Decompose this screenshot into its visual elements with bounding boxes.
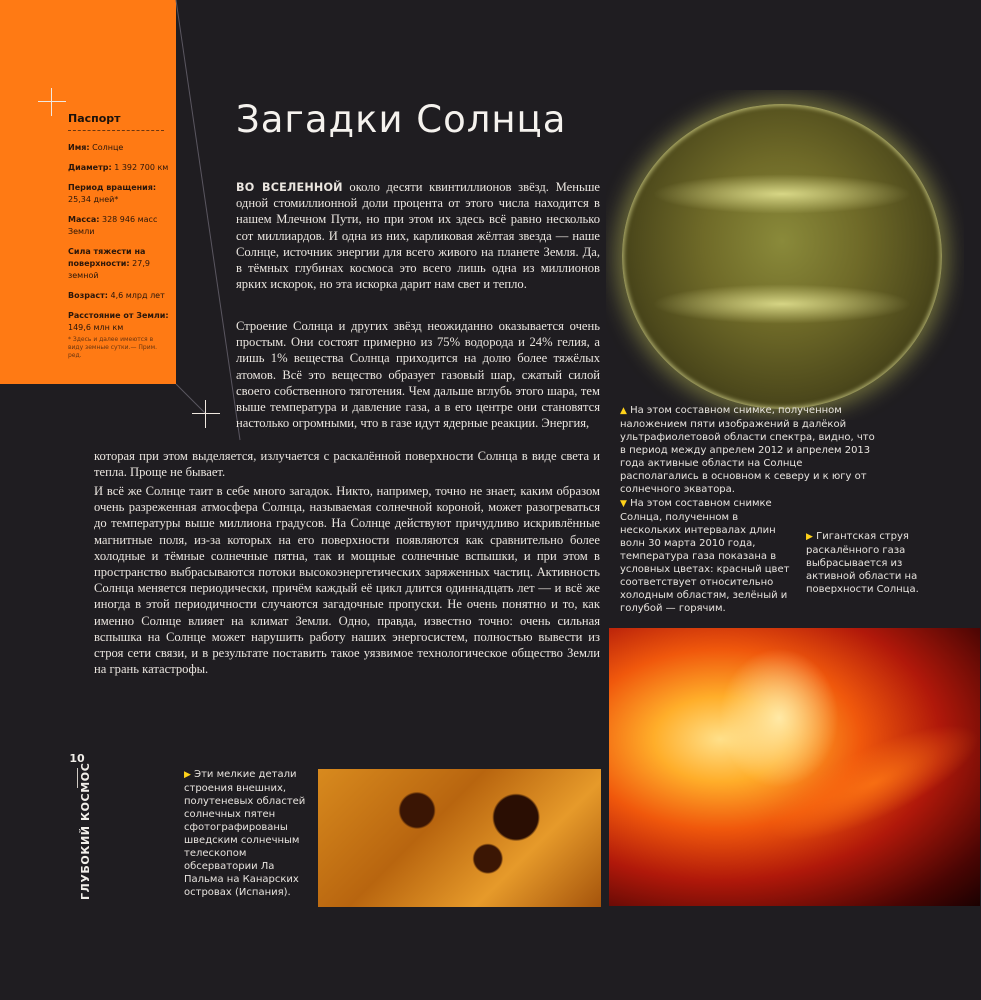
up-arrow-icon: ▲ [620, 406, 627, 416]
passport-key: Диаметр: [68, 163, 112, 172]
active-band [652, 284, 912, 324]
passport-key: Масса: [68, 215, 100, 224]
caption-text: На этом составном снимке Солнца, полученном в нескольких интервалах длин волн 30 марта 2010 года, температура газа показана в условных цветах: красный цвет соответствует относительно холодным областям, зелёный и голубой — горячим. [620, 498, 790, 614]
sun-flare-photo [609, 628, 980, 906]
passport-key: Сила тяжести на поверхности: [68, 247, 146, 268]
sunspots-photo [318, 769, 601, 907]
paragraph-intro [236, 179, 600, 292]
caption-text: Эти мелкие детали строения внешних, полутеневых областей солнечных пятен сфотографированы шведским солнечным телескопом обсерватории Ла Пальма на Канарских островах (Испания). [184, 769, 306, 898]
sun-ultraviolet-photo [606, 90, 964, 420]
passport-value: 149,6 млн км [68, 323, 124, 332]
crosshair-icon [192, 400, 220, 428]
passport-title: Паспорт [68, 112, 121, 125]
active-band [652, 174, 912, 214]
passport-key: Период вращения: [68, 183, 157, 192]
passport-value: Солнце [89, 143, 124, 152]
passport-key: Имя: [68, 143, 90, 152]
passport-value: 27,9 земной [68, 259, 150, 280]
crosshair-icon [38, 88, 66, 116]
passport-footnote: * Здесь и далее имеются в виду земные сутки.— Прим. ред. [68, 336, 158, 359]
caption-red-sun [620, 497, 790, 615]
passport-value: 328 946 масс Земли [68, 215, 158, 236]
right-arrow-icon: ▶ [184, 770, 191, 780]
page-number: 10 [69, 752, 85, 765]
caption-green-sun [620, 404, 878, 496]
down-arrow-icon: ▼ [620, 499, 627, 509]
caption-sunspots [184, 768, 310, 899]
passport-value: 25,34 дней* [68, 195, 119, 204]
paragraph-structure: Строение Солнца и других звёзд неожиданно оказывается очень простым. Они состоят примерно из 75% водорода и 24% гелия, а лишь 1% вещества Солнца приходится на долю более тяжёлых атомов. Всё это вещество образует газовый шар, сжатый силой своего собственного тяготения. Чем дальше вглубь этого шара, тем выше температура и давление газа, а в его центре они становятся настолько огромными, что в газе идут ядерные реакции. Энергия, [236, 319, 600, 431]
passport-key: Расстояние от Земли: [68, 311, 169, 320]
caption-text: Гигантская струя раскалённого газа выбрасывается из активной области на поверхности Солнца. [806, 531, 919, 595]
passport-value: 4,6 млрд лет [107, 291, 165, 300]
page-number-divider [77, 768, 78, 788]
right-arrow-icon: ▶ [806, 532, 813, 542]
paragraph-intro-text: около десяти квинтиллионов звёзд. Меньше одной стомиллионной доли процента от этого числа находится в нашем Млечном Пути, но при этом их здесь всё равно несколько сот миллиардов. И одна из них, карликовая жёлтая звезда — наше Солнце, источник энергии для всего живого на планете Земля. Да, в тёмных глубинах космоса это всего лишь одна из миллионов ярких искорок, но эта искорка дарит нам свет и тепло. [236, 180, 600, 292]
flare-core [719, 648, 839, 788]
caption-text: На этом составном снимке, полученном наложением пяти изображений в далёкой ультрафиолетовой области спектра, видно, что в период между апрелем 2012 и апрелем 2013 года активные области на Солнце располагались в основном к северу и к югу от солнечного экватора. [620, 405, 875, 495]
caption-jet [806, 530, 936, 596]
sun-disk [622, 104, 942, 409]
paragraph-mysteries: И всё же Солнце таит в себе много загадок. Никто, например, точно не знает, каким образом очень разреженная атмосфера Солнца, называемая солнечной короной, может разогреваться до температуры выше миллиона градусов. На Солнце действуют причудливо искривлённые магнитные поля, из-за которых на его поверхности появляются как сравнительно более холодные и тёмные солнечные пятна, так и мощные солнечные вспышки, и при этом в пространство выбрасываются потоки высокоэнергетических заряженных частиц. Активность Солнца меняется периодически, причём каждый её цикл длится одиннадцать лет — и всё же иногда в этой периодичности случаются загадочные пропуски. Не очень понятно и то, как именно Солнце влияет на климат Земли. Одно, правда, известно точно: очень сильная вспышка на Солнце может нарушить работу наших энергосистем, полностью вывести из строя сети связи, и в результате поставить такое уязвимое технологическое общество Земли на грань катастрофы. [94, 484, 600, 677]
section-title: ГЛУБОКИЙ КОСМОС [79, 762, 92, 900]
lead-in: ВО ВСЕЛЕННОЙ [236, 181, 343, 194]
page-title: Загадки Солнца [236, 98, 567, 141]
paragraph-structure-end: которая при этом выделяется, излучается с раскалённой поверхности Солнца в виде света и тепла. Проще не бывает. [94, 449, 600, 480]
passport-key: Возраст: [68, 291, 108, 300]
passport-value: 1 392 700 км [111, 163, 169, 172]
